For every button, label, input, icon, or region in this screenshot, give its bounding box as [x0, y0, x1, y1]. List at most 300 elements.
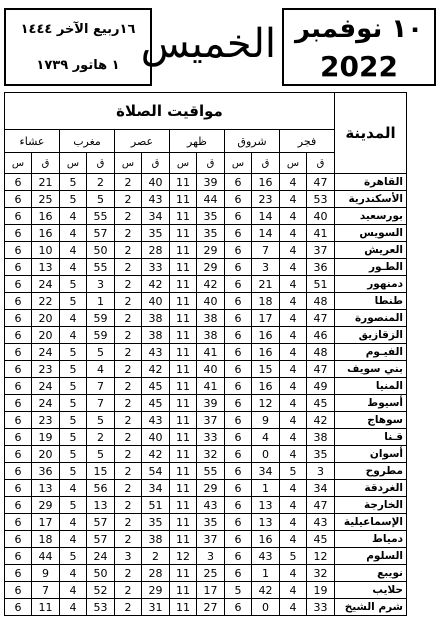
hours-cell: 6 — [225, 463, 252, 480]
hours-cell: 6 — [5, 395, 32, 412]
minutes-label: ق — [197, 153, 225, 174]
minutes-cell: 20 — [32, 310, 60, 327]
minutes-cell: 42 — [307, 412, 335, 429]
hours-cell: 6 — [5, 599, 32, 616]
hours-cell: 6 — [5, 514, 32, 531]
minutes-cell: 47 — [307, 174, 335, 191]
city-name: حلايب — [335, 582, 407, 599]
hours-cell: 6 — [5, 548, 32, 565]
minutes-cell: 16 — [252, 344, 280, 361]
hours-cell: 6 — [225, 174, 252, 191]
hours-cell: 2 — [115, 344, 142, 361]
minutes-cell: 33 — [307, 599, 335, 616]
minutes-cell: 43 — [307, 514, 335, 531]
minutes-cell: 33 — [142, 259, 170, 276]
minutes-cell: 40 — [197, 293, 225, 310]
hours-cell: 4 — [280, 565, 307, 582]
table-row — [5, 327, 407, 344]
hours-cell: 6 — [225, 327, 252, 344]
minutes-cell: 17 — [197, 582, 225, 599]
hours-cell: 11 — [170, 276, 197, 293]
minutes-cell: 27 — [197, 599, 225, 616]
table-row — [5, 412, 407, 429]
hours-cell: 4 — [280, 412, 307, 429]
minutes-cell: 10 — [32, 242, 60, 259]
minutes-cell: 16 — [32, 225, 60, 242]
hours-cell: 4 — [60, 582, 87, 599]
hours-cell: 6 — [225, 208, 252, 225]
hours-cell: 5 — [60, 344, 87, 361]
minutes-cell: 16 — [32, 208, 60, 225]
minutes-cell: 55 — [197, 463, 225, 480]
hours-cell: 6 — [5, 378, 32, 395]
city-name: قـنا — [335, 429, 407, 446]
minutes-cell: 43 — [142, 191, 170, 208]
minutes-cell: 5 — [87, 344, 115, 361]
hours-cell: 2 — [115, 599, 142, 616]
hours-cell: 6 — [5, 276, 32, 293]
minutes-cell: 38 — [197, 327, 225, 344]
minutes-cell: 55 — [87, 259, 115, 276]
city-name: شرم الشيخ — [335, 599, 407, 616]
hours-cell: 4 — [60, 531, 87, 548]
hours-cell: 12 — [170, 548, 197, 565]
table-row — [5, 293, 407, 310]
hours-cell: 11 — [170, 582, 197, 599]
minutes-cell: 25 — [197, 565, 225, 582]
city-name: السويس — [335, 225, 407, 242]
hours-cell: 11 — [170, 565, 197, 582]
minutes-label: ق — [307, 153, 335, 174]
minutes-cell: 29 — [197, 480, 225, 497]
hours-cell: 4 — [280, 344, 307, 361]
hours-cell: 2 — [115, 361, 142, 378]
day-name: الخميس — [140, 21, 276, 67]
hours-cell: 5 — [60, 446, 87, 463]
minutes-cell: 43 — [142, 412, 170, 429]
minutes-cell: 1 — [252, 480, 280, 497]
hours-cell: 5 — [60, 378, 87, 395]
minutes-cell: 17 — [32, 514, 60, 531]
table-row — [5, 191, 407, 208]
minutes-cell: 16 — [252, 174, 280, 191]
hours-cell: 6 — [5, 480, 32, 497]
hours-cell: 4 — [280, 429, 307, 446]
hours-cell: 5 — [60, 174, 87, 191]
table-row — [5, 344, 407, 361]
hours-cell: 11 — [170, 412, 197, 429]
hours-cell: 11 — [170, 259, 197, 276]
minutes-cell: 17 — [252, 310, 280, 327]
city-name: الطـور — [335, 259, 407, 276]
hours-cell: 11 — [170, 378, 197, 395]
hours-cell: 4 — [280, 327, 307, 344]
hours-cell: 6 — [5, 327, 32, 344]
city-name: بورسعيد — [335, 208, 407, 225]
minutes-cell: 47 — [307, 361, 335, 378]
minutes-cell: 29 — [197, 259, 225, 276]
hours-cell: 2 — [115, 463, 142, 480]
table-row — [5, 531, 407, 548]
minutes-cell: 34 — [142, 208, 170, 225]
minutes-cell: 41 — [197, 378, 225, 395]
hours-cell: 6 — [225, 191, 252, 208]
minutes-cell: 53 — [307, 191, 335, 208]
hours-label: س — [225, 153, 252, 174]
city-name: القاهرة — [335, 174, 407, 191]
city-name: الزقازيق — [335, 327, 407, 344]
hours-cell: 2 — [115, 310, 142, 327]
minutes-cell: 57 — [87, 225, 115, 242]
hours-cell: 6 — [225, 242, 252, 259]
city-name: المنصورة — [335, 310, 407, 327]
minutes-cell: 14 — [252, 208, 280, 225]
hours-label: س — [170, 153, 197, 174]
minutes-cell: 35 — [197, 514, 225, 531]
minutes-cell: 9 — [32, 565, 60, 582]
minutes-cell: 45 — [307, 531, 335, 548]
minutes-cell: 38 — [142, 310, 170, 327]
minutes-cell: 2 — [87, 429, 115, 446]
minutes-cell: 9 — [252, 412, 280, 429]
table-row — [5, 548, 407, 565]
city-name: دمياط — [335, 531, 407, 548]
hours-cell: 11 — [170, 191, 197, 208]
city-name: طنطا — [335, 293, 407, 310]
minutes-cell: 41 — [197, 344, 225, 361]
hours-cell: 2 — [115, 480, 142, 497]
city-name: مطروح — [335, 463, 407, 480]
hours-cell: 6 — [225, 514, 252, 531]
minutes-cell: 14 — [252, 225, 280, 242]
minutes-cell: 13 — [32, 259, 60, 276]
hours-cell: 6 — [5, 208, 32, 225]
minutes-cell: 35 — [307, 446, 335, 463]
minutes-cell: 24 — [32, 378, 60, 395]
hours-cell: 6 — [5, 225, 32, 242]
minutes-cell: 13 — [87, 497, 115, 514]
minutes-cell: 43 — [252, 548, 280, 565]
hours-cell: 4 — [60, 599, 87, 616]
table-row — [5, 480, 407, 497]
hours-cell: 6 — [5, 174, 32, 191]
table-row — [5, 174, 407, 191]
hours-cell: 4 — [280, 514, 307, 531]
minutes-cell: 5 — [87, 446, 115, 463]
minutes-cell: 13 — [252, 497, 280, 514]
hours-cell: 5 — [60, 463, 87, 480]
minutes-cell: 35 — [142, 225, 170, 242]
table-row — [5, 310, 407, 327]
gregorian-day-month: ١٠ نوفمبر — [294, 14, 424, 44]
prayer-header-asr: عصر — [115, 130, 170, 153]
hours-cell: 4 — [60, 259, 87, 276]
minutes-cell: 7 — [87, 378, 115, 395]
hours-cell: 11 — [170, 446, 197, 463]
minutes-cell: 40 — [197, 361, 225, 378]
minutes-cell: 15 — [252, 361, 280, 378]
minutes-cell: 35 — [142, 514, 170, 531]
minutes-cell: 21 — [252, 276, 280, 293]
hours-cell: 11 — [170, 531, 197, 548]
minutes-cell: 39 — [197, 174, 225, 191]
prayer-header-maghrib: مغرب — [60, 130, 115, 153]
minutes-cell: 42 — [142, 446, 170, 463]
hours-cell: 11 — [170, 344, 197, 361]
hours-cell: 6 — [5, 429, 32, 446]
hours-cell: 4 — [280, 225, 307, 242]
city-name: السلوم — [335, 548, 407, 565]
minutes-cell: 44 — [32, 548, 60, 565]
hours-cell: 6 — [225, 259, 252, 276]
minutes-cell: 37 — [307, 242, 335, 259]
hours-cell: 6 — [5, 446, 32, 463]
minutes-cell: 42 — [142, 361, 170, 378]
hours-cell: 4 — [60, 565, 87, 582]
hours-cell: 5 — [60, 497, 87, 514]
minutes-cell: 42 — [142, 276, 170, 293]
minutes-cell: 39 — [197, 395, 225, 412]
city-name: الخارجة — [335, 497, 407, 514]
hours-cell: 6 — [225, 276, 252, 293]
minutes-cell: 3 — [87, 276, 115, 293]
minutes-cell: 13 — [252, 514, 280, 531]
hours-cell: 6 — [225, 446, 252, 463]
table-row — [5, 225, 407, 242]
hours-cell: 6 — [5, 344, 32, 361]
hours-cell: 2 — [115, 208, 142, 225]
hours-cell: 2 — [115, 276, 142, 293]
hours-cell: 11 — [170, 497, 197, 514]
hours-cell: 5 — [60, 276, 87, 293]
hours-cell: 11 — [170, 225, 197, 242]
minutes-cell: 2 — [87, 174, 115, 191]
minutes-cell: 38 — [197, 310, 225, 327]
hours-cell: 2 — [115, 446, 142, 463]
minutes-cell: 1 — [87, 293, 115, 310]
minutes-cell: 25 — [32, 191, 60, 208]
minutes-cell: 23 — [32, 361, 60, 378]
hours-cell: 2 — [115, 412, 142, 429]
hours-cell: 4 — [280, 242, 307, 259]
hours-cell: 11 — [170, 174, 197, 191]
minutes-cell: 5 — [87, 412, 115, 429]
hours-cell: 4 — [280, 361, 307, 378]
hours-cell: 11 — [170, 242, 197, 259]
hours-cell: 5 — [60, 293, 87, 310]
table-row — [5, 429, 407, 446]
hours-cell: 2 — [115, 225, 142, 242]
gregorian-date-box — [282, 8, 436, 86]
hours-cell: 4 — [280, 531, 307, 548]
minutes-cell: 35 — [197, 225, 225, 242]
hours-cell: 4 — [280, 259, 307, 276]
minutes-cell: 12 — [252, 395, 280, 412]
city-name: بني سويف — [335, 361, 407, 378]
hours-cell: 4 — [280, 276, 307, 293]
minutes-cell: 18 — [252, 293, 280, 310]
hours-cell: 11 — [170, 429, 197, 446]
minutes-cell: 40 — [142, 429, 170, 446]
table-row — [5, 208, 407, 225]
minutes-cell: 24 — [32, 344, 60, 361]
hours-cell: 6 — [5, 310, 32, 327]
minutes-cell: 11 — [32, 599, 60, 616]
hours-cell: 4 — [60, 208, 87, 225]
minutes-cell: 4 — [252, 429, 280, 446]
minutes-cell: 29 — [142, 582, 170, 599]
minutes-cell: 20 — [32, 446, 60, 463]
hours-cell: 11 — [170, 293, 197, 310]
minutes-cell: 31 — [142, 599, 170, 616]
hours-cell: 2 — [115, 378, 142, 395]
minutes-cell: 36 — [307, 259, 335, 276]
minutes-cell: 0 — [252, 446, 280, 463]
table-row — [5, 378, 407, 395]
city-name: الفيـوم — [335, 344, 407, 361]
minutes-cell: 37 — [197, 531, 225, 548]
hours-cell: 4 — [280, 582, 307, 599]
minutes-cell: 51 — [142, 497, 170, 514]
coptic-date: ١ هاتور ١٧٣٩ — [36, 58, 120, 73]
minutes-cell: 7 — [252, 242, 280, 259]
minutes-cell: 38 — [142, 327, 170, 344]
hours-label: س — [5, 153, 32, 174]
minutes-cell: 16 — [252, 327, 280, 344]
minutes-cell: 47 — [307, 310, 335, 327]
hijri-date: ١٦ربيع الآخر ١٤٤٤ — [20, 22, 136, 37]
hours-cell: 4 — [60, 310, 87, 327]
minutes-cell: 29 — [197, 242, 225, 259]
hours-cell: 5 — [60, 191, 87, 208]
hours-cell: 11 — [170, 310, 197, 327]
minutes-cell: 32 — [307, 565, 335, 582]
hours-cell: 6 — [5, 293, 32, 310]
hours-cell: 11 — [170, 208, 197, 225]
hours-cell: 11 — [170, 463, 197, 480]
table-row — [5, 242, 407, 259]
minutes-label: ق — [32, 153, 60, 174]
table-row — [5, 446, 407, 463]
minutes-cell: 34 — [307, 480, 335, 497]
hours-cell: 2 — [115, 514, 142, 531]
prayer-header-dhuhr: ظهر — [170, 130, 225, 153]
minutes-cell: 40 — [142, 174, 170, 191]
hours-cell: 2 — [115, 429, 142, 446]
hours-cell: 11 — [170, 480, 197, 497]
city-name: العريش — [335, 242, 407, 259]
minutes-cell: 7 — [32, 582, 60, 599]
hours-cell: 11 — [170, 514, 197, 531]
hours-cell: 6 — [225, 548, 252, 565]
minutes-cell: 12 — [307, 548, 335, 565]
table-row — [5, 582, 407, 599]
minutes-cell: 33 — [197, 429, 225, 446]
hours-cell: 5 — [60, 429, 87, 446]
prayer-times-table — [4, 92, 407, 616]
hours-cell: 2 — [115, 395, 142, 412]
table-row — [5, 497, 407, 514]
city-column-header: المدينة — [335, 93, 407, 174]
minutes-cell: 19 — [307, 582, 335, 599]
minutes-cell: 34 — [252, 463, 280, 480]
hours-cell: 4 — [280, 174, 307, 191]
minutes-cell: 23 — [252, 191, 280, 208]
minutes-cell: 13 — [32, 480, 60, 497]
minutes-cell: 16 — [252, 378, 280, 395]
minutes-cell: 18 — [32, 531, 60, 548]
minutes-cell: 54 — [142, 463, 170, 480]
minutes-cell: 40 — [307, 208, 335, 225]
minutes-cell: 41 — [307, 225, 335, 242]
minutes-cell: 3 — [307, 463, 335, 480]
hours-cell: 6 — [225, 225, 252, 242]
minutes-cell: 43 — [142, 344, 170, 361]
minutes-cell: 51 — [307, 276, 335, 293]
minutes-cell: 57 — [87, 514, 115, 531]
minutes-cell: 42 — [252, 582, 280, 599]
hours-cell: 4 — [280, 599, 307, 616]
minutes-label: ق — [252, 153, 280, 174]
minutes-cell: 38 — [307, 429, 335, 446]
hours-cell: 5 — [60, 361, 87, 378]
minutes-cell: 37 — [197, 412, 225, 429]
city-name: المنيا — [335, 378, 407, 395]
city-name: الإسماعيلية — [335, 514, 407, 531]
city-name: أسيوط — [335, 395, 407, 412]
minutes-cell: 16 — [252, 531, 280, 548]
minutes-cell: 57 — [87, 531, 115, 548]
hours-cell: 11 — [170, 395, 197, 412]
minutes-cell: 43 — [197, 497, 225, 514]
minutes-cell: 53 — [87, 599, 115, 616]
table-row — [5, 565, 407, 582]
minutes-cell: 59 — [87, 310, 115, 327]
table-row — [5, 361, 407, 378]
minutes-cell: 50 — [87, 242, 115, 259]
hours-label: س — [60, 153, 87, 174]
hours-cell: 4 — [60, 480, 87, 497]
table-row — [5, 599, 407, 616]
hours-cell: 4 — [280, 497, 307, 514]
minutes-cell: 5 — [87, 191, 115, 208]
prayer-header-isha: عشاء — [5, 130, 60, 153]
minutes-cell: 3 — [252, 259, 280, 276]
hours-cell: 6 — [225, 412, 252, 429]
hours-cell: 4 — [60, 514, 87, 531]
city-name: الغردقة — [335, 480, 407, 497]
hours-cell: 6 — [5, 582, 32, 599]
minutes-cell: 24 — [32, 276, 60, 293]
minutes-cell: 1 — [252, 565, 280, 582]
minutes-cell: 24 — [32, 395, 60, 412]
hours-cell: 5 — [60, 395, 87, 412]
hours-cell: 6 — [5, 242, 32, 259]
hours-cell: 6 — [225, 497, 252, 514]
minutes-cell: 55 — [87, 208, 115, 225]
hours-cell: 6 — [5, 191, 32, 208]
minutes-label: ق — [142, 153, 170, 174]
minutes-cell: 36 — [32, 463, 60, 480]
hours-cell: 6 — [225, 599, 252, 616]
hours-cell: 6 — [225, 395, 252, 412]
hours-cell: 6 — [5, 259, 32, 276]
minutes-cell: 19 — [32, 429, 60, 446]
hours-cell: 2 — [115, 174, 142, 191]
hours-cell: 11 — [170, 327, 197, 344]
minutes-cell: 0 — [252, 599, 280, 616]
hours-cell: 6 — [5, 565, 32, 582]
